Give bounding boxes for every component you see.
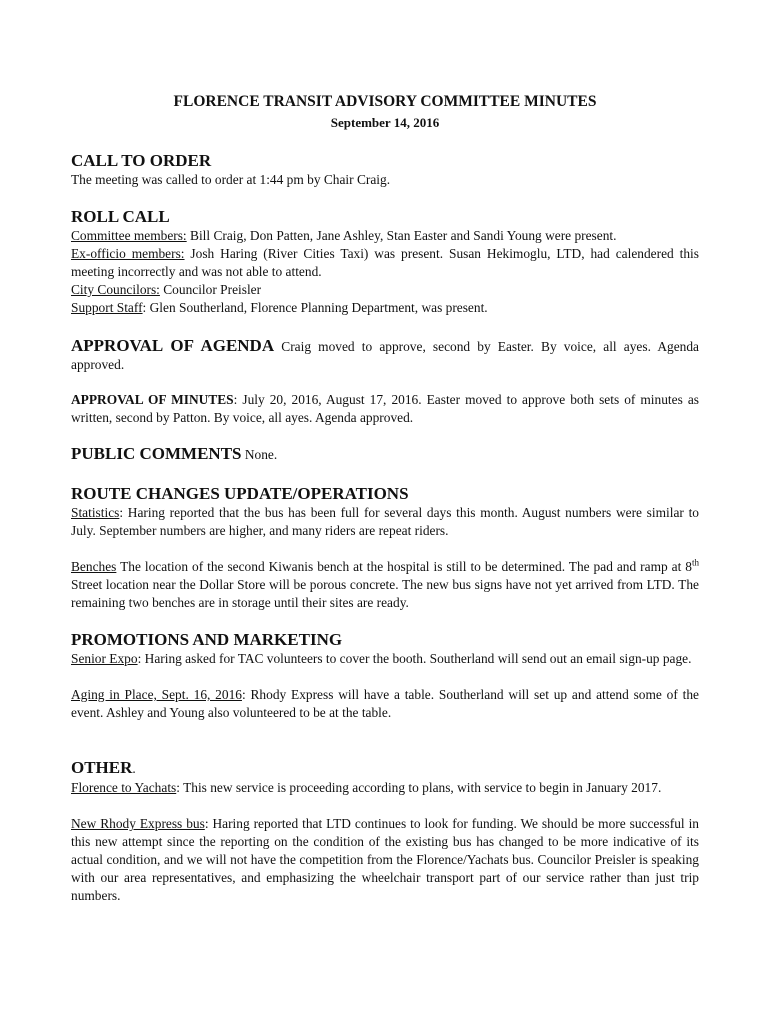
call-to-order-text: The meeting was called to order at 1:44 pm by Chair Craig. — [71, 172, 391, 187]
route-changes-heading: ROUTE CHANGES UPDATE/OPERATIONS — [71, 484, 409, 503]
support-staff-text: : Glen Southerland, Florence Planning Department, was present. — [142, 300, 488, 315]
aging-in-place-text: : Rhody Express will have a table. Southerland will set up and attend some of the event. Ashley and Young also volunteered to be at the table. — [71, 687, 699, 720]
roll-call-heading: ROLL CALL — [71, 207, 170, 226]
support-staff-label: Support Staff — [71, 300, 143, 315]
approval-of-agenda-text: Craig moved to approve, second by Easter. By voice, all ayes. Agenda approved. — [71, 339, 699, 372]
aging-in-place-paragraph — [71, 686, 699, 722]
benches-text-2: Street location near the Dollar Store will be porous concrete. The new bus signs have not yet arrived from LTD. The remaining two benches are in storage until their sites are ready. — [71, 577, 699, 610]
approval-of-minutes-text: : July 20, 2016, August 17, 2016. Easter moved to approve both sets of minutes as written, second by Patton. By voice, all ayes. Agenda approved. — [71, 392, 699, 425]
other-heading-line — [71, 758, 699, 779]
route-changes-section — [71, 484, 699, 612]
new-bus-label: New Rhody Express bus — [71, 816, 205, 831]
senior-expo-label: Senior Expo — [71, 651, 138, 666]
statistics-paragraph — [71, 504, 699, 540]
statistics-label: Statistics — [71, 505, 120, 520]
benches-label: Benches — [71, 559, 117, 574]
exofficio-members-label: Ex-officio members: — [71, 246, 185, 261]
committee-members-label: Committee members: — [71, 228, 187, 243]
statistics-text: : Haring reported that the bus has been full for several days this month. August numbers were similar to July. September numbers are higher, and many riders are repeat riders. — [71, 505, 699, 538]
document-title: FLORENCE TRANSIT ADVISORY COMMITTEE MINUTES — [173, 93, 597, 110]
approval-of-minutes-heading: APPROVAL OF MINUTES — [71, 392, 234, 407]
approval-of-agenda-paragraph — [71, 337, 699, 374]
public-comments-text: None. — [241, 447, 278, 462]
other-heading-suffix: . — [132, 761, 136, 776]
public-comments-heading: PUBLIC COMMENTS — [71, 444, 242, 463]
call-to-order-heading: CALL TO ORDER — [71, 151, 212, 170]
benches-superscript: th — [691, 557, 699, 568]
senior-expo-text: : Haring asked for TAC volunteers to cover the booth. Southerland will send out an email sign-up page. — [137, 651, 692, 666]
committee-members-text: Bill Craig, Don Patten, Jane Ashley, Stan Easter and Sandi Young were present. — [186, 228, 617, 243]
new-bus-paragraph — [71, 815, 699, 905]
new-bus-text: : Haring reported that LTD continues to look for funding. We should be more successful in this new attempt since the reporting on the condition of the existing bus has changed to be more indicative of its actual condition, and we will not have the competition from the Florence/Yachats bus. Councilor Preisler is speaking with our area representatives, and emphasizing the wheelchair transport part of our service rather than just trip numbers. — [71, 816, 699, 903]
yachats-label: Florence to Yachats — [71, 780, 177, 795]
exofficio-members-text: Josh Haring (River Cities Taxi) was present. Susan Hekimoglu, LTD, had calendered this meeting incorrectly and was not able to attend. — [71, 246, 699, 279]
approval-of-agenda-section — [71, 337, 699, 374]
promotions-heading: PROMOTIONS AND MARKETING — [71, 630, 343, 649]
city-councilors-text: Councilor Preisler — [159, 282, 262, 297]
exofficio-members — [71, 245, 699, 281]
committee-members — [71, 227, 699, 245]
call-to-order-section — [71, 151, 699, 189]
benches-paragraph — [71, 558, 699, 612]
yachats-text: : This new service is proceeding according to plans, with service to begin in January 2017. — [176, 780, 662, 795]
support-staff — [71, 299, 699, 317]
yachats-paragraph — [71, 779, 699, 797]
document-page — [71, 93, 699, 903]
meeting-date: September 14, 2016 — [330, 115, 440, 130]
promotions-section — [71, 630, 699, 722]
public-comments-section — [71, 445, 699, 464]
city-councilors-label: City Councilors: — [71, 282, 160, 297]
approval-of-minutes-section — [71, 391, 699, 427]
benches-text-1: The location of the second Kiwanis bench at the hospital is still to be determined. The pad and ramp at 8 — [116, 559, 692, 574]
approval-of-agenda-heading: APPROVAL OF AGENDA — [71, 336, 275, 355]
senior-expo-paragraph — [71, 650, 699, 668]
city-councilors — [71, 281, 699, 299]
approval-of-minutes-paragraph — [71, 391, 699, 427]
roll-call-section — [71, 207, 699, 317]
other-section — [71, 758, 699, 905]
other-heading: OTHER — [71, 758, 133, 777]
aging-in-place-label: Aging in Place, Sept. 16, 2016 — [71, 687, 242, 702]
public-comments-paragraph — [71, 445, 699, 464]
